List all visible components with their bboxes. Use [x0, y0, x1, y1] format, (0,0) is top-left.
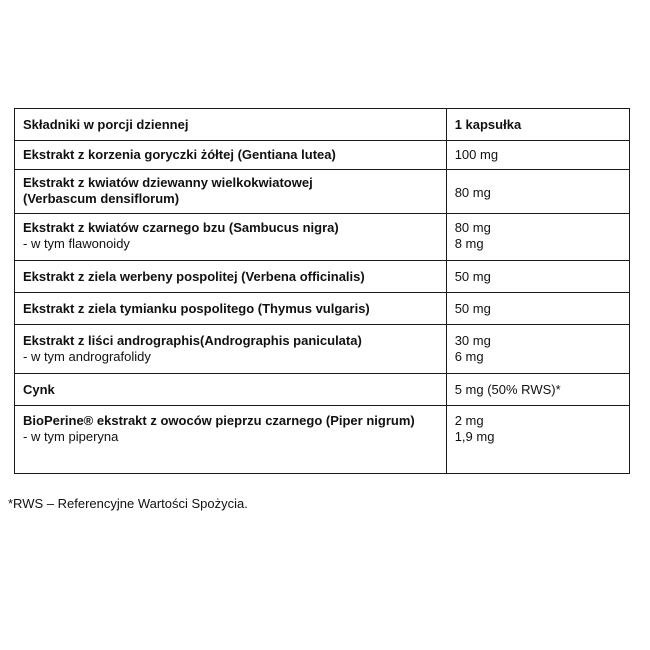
ingredient-sub-amount: 1,9 mg [454, 429, 495, 444]
table-row [15, 141, 630, 170]
ingredient-name: Ekstrakt z ziela werbeny pospolitej (Verbena officinalis) [23, 269, 365, 284]
ingredient-amount: 2 mg [454, 413, 484, 428]
header-ingredient-label: Składniki w porcji dziennej [23, 117, 189, 132]
ingredient-name: BioPerine® ekstrakt z owoców pieprzu czarnego (Piper nigrum) [23, 413, 415, 428]
ingredient-name: Cynk [23, 382, 55, 397]
ingredient-amount: 50 mg [454, 269, 491, 284]
table-row [15, 293, 630, 325]
ingredient-name-line2: (Verbascum densiflorum) [23, 191, 180, 206]
ingredient-cell [15, 261, 447, 293]
table-row [15, 406, 630, 474]
header-amount-label: 1 kapsułka [454, 117, 522, 132]
ingredient-sub: - w tym andrografolidy [23, 349, 151, 364]
amount-cell [446, 293, 629, 325]
amount-cell [446, 374, 629, 406]
ingredient-cell [15, 325, 447, 374]
table-row [15, 374, 630, 406]
ingredient-sub: - w tym piperyna [23, 429, 119, 444]
table-row [15, 325, 630, 374]
ingredient-cell [15, 170, 447, 214]
amount-cell [446, 406, 629, 474]
amount-cell [446, 141, 629, 170]
footnote: *RWS – Referencyjne Wartości Spożycia. [8, 496, 248, 511]
ingredient-name: Ekstrakt z kwiatów czarnego bzu (Sambucus nigra) [23, 220, 339, 235]
ingredients-table [14, 108, 630, 474]
ingredient-amount: 80 mg [454, 220, 491, 235]
amount-cell [446, 214, 629, 261]
ingredient-amount: 100 mg [454, 147, 499, 162]
ingredient-name: Ekstrakt z korzenia goryczki żółtej (Gentiana lutea) [23, 147, 336, 162]
ingredient-cell [15, 406, 447, 474]
ingredient-name: Ekstrakt z ziela tymianku pospolitego (Thymus vulgaris) [23, 301, 370, 316]
amount-cell [446, 170, 629, 214]
amount-cell [446, 261, 629, 293]
table-row [15, 261, 630, 293]
ingredient-cell [15, 374, 447, 406]
table-row [15, 214, 630, 261]
table-row [15, 170, 630, 214]
ingredient-cell [15, 214, 447, 261]
ingredient-sub: - w tym flawonoidy [23, 236, 130, 251]
ingredient-amount: 50 mg [454, 301, 491, 316]
ingredient-amount: 30 mg [454, 333, 491, 348]
ingredient-cell [15, 141, 447, 170]
ingredient-amount: 5 mg (50% RWS)* [454, 382, 561, 397]
ingredient-name: Ekstrakt z liści andrographis(Andrographis paniculata) [23, 333, 362, 348]
ingredient-name-line1: Ekstrakt z kwiatów dziewanny wielkokwiatowej [23, 175, 313, 190]
ingredient-sub-amount: 6 mg [454, 349, 484, 364]
header-ingredient-cell [15, 109, 447, 141]
header-amount-cell [446, 109, 629, 141]
ingredient-amount: 80 mg [454, 184, 491, 200]
ingredient-sub-amount: 8 mg [454, 236, 484, 251]
table-header-row [15, 109, 630, 141]
amount-cell [446, 325, 629, 374]
ingredient-cell [15, 293, 447, 325]
